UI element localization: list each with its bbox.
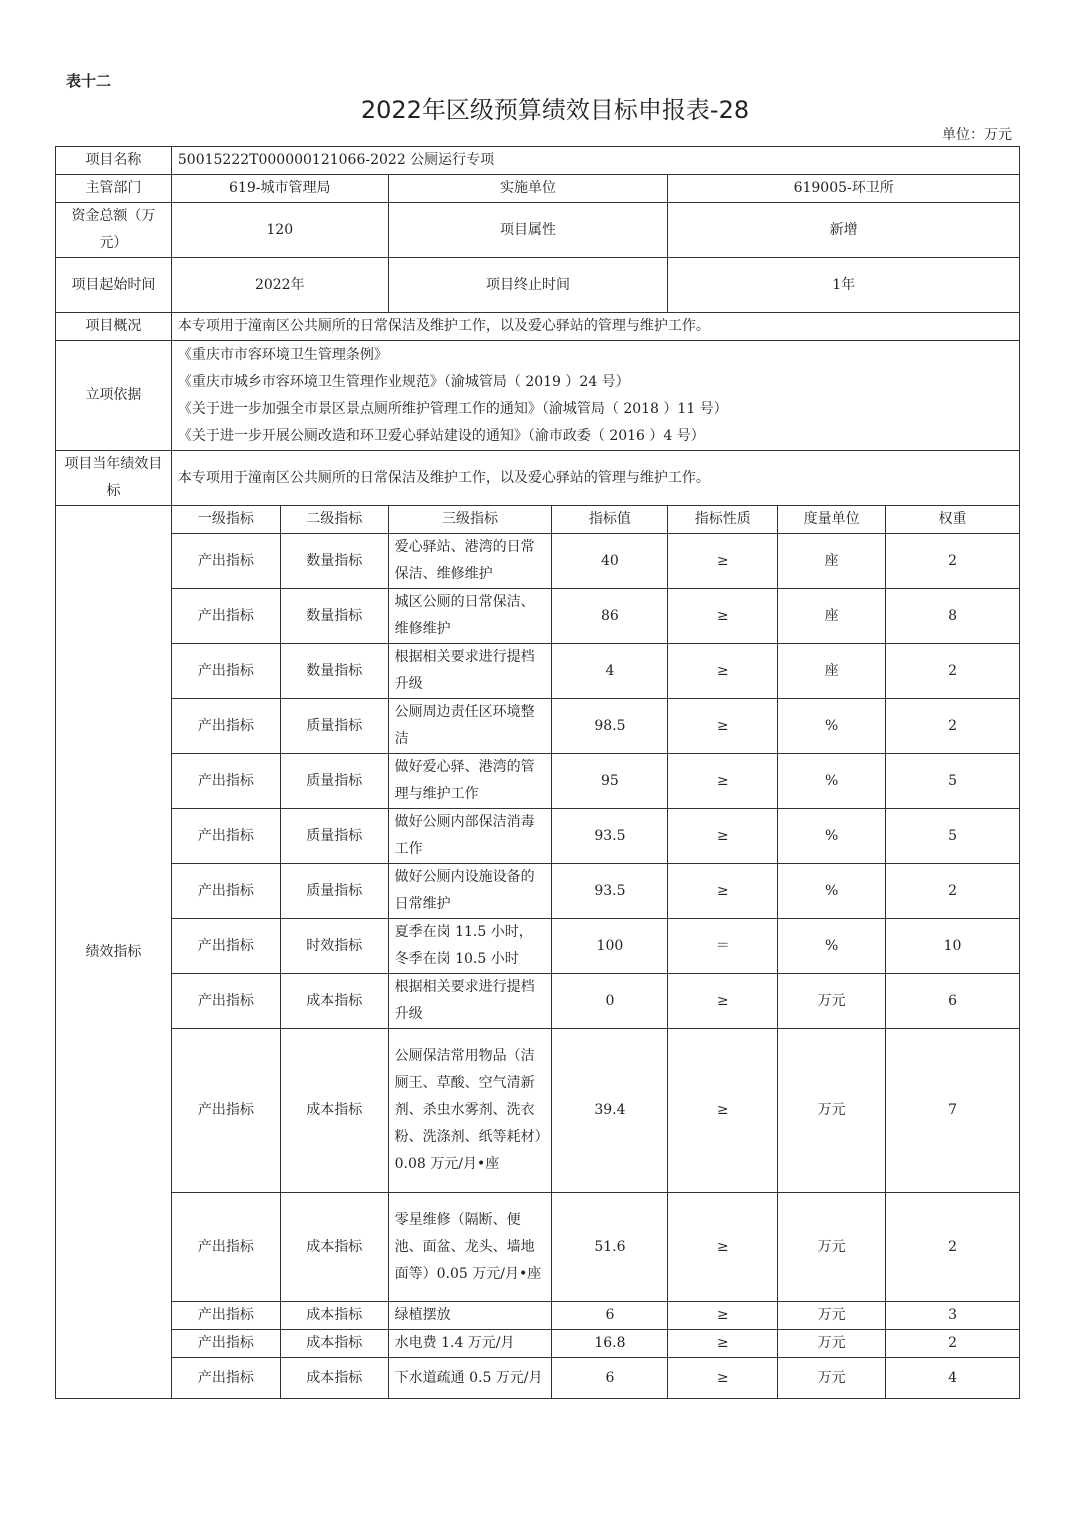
indicator-weight: 2 (886, 534, 1020, 589)
indicator-level1: 产出指标 (171, 699, 280, 754)
dept-value: 619-城市管理局 (171, 175, 388, 203)
document-title: 2022年区级预算绩效目标申报表-28 (360, 96, 750, 124)
basis-item: 《关于进一步开展公厕改造和环卫爱心驿站建设的通知》（渝市政委（ 2016 ）4 号） (177, 427, 705, 444)
indicator-unit: 万元 (778, 974, 886, 1029)
overview-label: 项目概况 (56, 313, 172, 341)
indicator-unit: 万元 (778, 1302, 886, 1330)
indicator-value: 98.5 (552, 699, 668, 754)
indicator-value: 6 (552, 1302, 668, 1330)
funds-value: 120 (171, 203, 388, 258)
indicator-value: 93.5 (552, 864, 668, 919)
indicator-weight: 3 (886, 1302, 1020, 1330)
indicator-weight: 4 (886, 1358, 1020, 1399)
indicator-level3: 城区公厕的日常保洁、维修维护 (388, 589, 552, 644)
indicator-unit: 座 (778, 589, 886, 644)
indicator-level2: 数量指标 (280, 534, 388, 589)
indicator-level1: 产出指标 (171, 1330, 280, 1358)
budget-performance-table (55, 146, 1020, 1399)
indicator-level1: 产出指标 (171, 864, 280, 919)
indicator-level3: 爱心驿站、港湾的日常保洁、维修维护 (388, 534, 552, 589)
indicator-value: 6 (552, 1358, 668, 1399)
indicator-level3: 下水道疏通 0.5 万元/月 (388, 1358, 552, 1399)
indicator-row (56, 864, 1020, 919)
goal-label: 项目当年绩效目标 (56, 451, 172, 506)
indicator-weight: 2 (886, 1193, 1020, 1302)
impl-value: 619005-环卫所 (668, 175, 1020, 203)
indicator-nature: ≥ (668, 1029, 778, 1193)
basis-label: 立项依据 (56, 341, 172, 451)
indicator-weight: 2 (886, 1330, 1020, 1358)
indicator-value: 16.8 (552, 1330, 668, 1358)
indicator-weight: 2 (886, 699, 1020, 754)
basis-list (171, 341, 1019, 451)
overview-value: 本专项用于潼南区公共厕所的日常保洁及维护工作，以及爱心驿站的管理与维护工作。 (171, 313, 1019, 341)
header-value: 指标值 (552, 506, 668, 534)
indicator-level1: 产出指标 (171, 1029, 280, 1193)
start-value: 2022年 (171, 258, 388, 313)
indicator-row (56, 754, 1020, 809)
indicator-level1: 产出指标 (171, 974, 280, 1029)
dept-label: 主管部门 (56, 175, 172, 203)
indicator-level1: 产出指标 (171, 644, 280, 699)
indicator-unit: % (778, 699, 886, 754)
indicator-weight: 8 (886, 589, 1020, 644)
attr-value: 新增 (668, 203, 1020, 258)
indicator-unit: 座 (778, 644, 886, 699)
indicator-value: 93.5 (552, 809, 668, 864)
indicator-nature: ≥ (668, 589, 778, 644)
indicator-level2: 质量指标 (280, 699, 388, 754)
indicator-level3: 零星维修（隔断、便池、面盆、龙头、墙地面等）0.05 万元/月•座 (388, 1193, 552, 1302)
row-dept (56, 175, 1020, 203)
indicator-level2: 质量指标 (280, 754, 388, 809)
end-label: 项目终止时间 (388, 258, 668, 313)
indicator-level1: 产出指标 (171, 754, 280, 809)
header-level1: 一级指标 (171, 506, 280, 534)
basis-item: 《关于进一步加强全市景区景点厕所维护管理工作的通知》（渝城管局（ 2018 ）11 号） (177, 400, 728, 417)
indicator-level2: 数量指标 (280, 589, 388, 644)
end-value: 1年 (668, 258, 1020, 313)
attr-label: 项目属性 (388, 203, 668, 258)
goal-value: 本专项用于潼南区公共厕所的日常保洁及维护工作，以及爱心驿站的管理与维护工作。 (171, 451, 1019, 506)
table-label: 表十二 (66, 72, 112, 90)
project-name-label: 项目名称 (56, 147, 172, 175)
row-overview (56, 313, 1020, 341)
indicator-nature: ≥ (668, 974, 778, 1029)
indicator-level2: 成本指标 (280, 1193, 388, 1302)
indicator-level2: 成本指标 (280, 1358, 388, 1399)
indicator-level3: 公厕保洁常用物品（洁厕王、草酸、空气清新剂、杀虫水雾剂、洗衣粉、洗涤剂、纸等耗材）0.08 万元/月•座 (388, 1029, 552, 1193)
indicator-row (56, 644, 1020, 699)
indicator-weight: 2 (886, 644, 1020, 699)
basis-item: 《重庆市城乡市容环境卫生管理作业规范》（渝城管局（ 2019 ）24 号） (177, 373, 630, 390)
indicator-row (56, 534, 1020, 589)
indicator-level2: 成本指标 (280, 1029, 388, 1193)
indicator-value: 4 (552, 644, 668, 699)
start-label: 项目起始时间 (56, 258, 172, 313)
indicator-unit: % (778, 864, 886, 919)
indicator-value: 0 (552, 974, 668, 1029)
indicator-level3: 做好爱心驿、港湾的管理与维护工作 (388, 754, 552, 809)
indicator-level1: 产出指标 (171, 919, 280, 974)
row-project-name (56, 147, 1020, 175)
indicator-level2: 数量指标 (280, 644, 388, 699)
row-time (56, 258, 1020, 313)
indicator-level2: 成本指标 (280, 974, 388, 1029)
indicator-level1: 产出指标 (171, 1302, 280, 1330)
indicator-row (56, 809, 1020, 864)
indicator-value: 39.4 (552, 1029, 668, 1193)
indicator-level2: 质量指标 (280, 864, 388, 919)
indicator-row (56, 589, 1020, 644)
indicator-level2: 质量指标 (280, 809, 388, 864)
row-funds (56, 203, 1020, 258)
impl-label: 实施单位 (388, 175, 668, 203)
indicator-value: 95 (552, 754, 668, 809)
indicator-nature: ≥ (668, 1358, 778, 1399)
indicator-level3: 根据相关要求进行提档升级 (388, 644, 552, 699)
indicator-unit: 万元 (778, 1029, 886, 1193)
indicator-unit: % (778, 754, 886, 809)
indicator-unit: 万元 (778, 1358, 886, 1399)
indicator-level3: 做好公厕内设施设备的日常维护 (388, 864, 552, 919)
indicator-level1: 产出指标 (171, 1358, 280, 1399)
indicator-unit: 座 (778, 534, 886, 589)
indicator-row (56, 1330, 1020, 1358)
indicator-weight: 5 (886, 809, 1020, 864)
indicator-nature: ≥ (668, 699, 778, 754)
funds-label: 资金总额（万元） (56, 203, 172, 258)
indicator-row (56, 1193, 1020, 1302)
indicator-level3: 根据相关要求进行提档升级 (388, 974, 552, 1029)
indicator-weight: 10 (886, 919, 1020, 974)
indicator-value: 100 (552, 919, 668, 974)
row-basis (56, 341, 1020, 451)
indicator-weight: 7 (886, 1029, 1020, 1193)
indicator-level2: 时效指标 (280, 919, 388, 974)
indicator-level1: 产出指标 (171, 809, 280, 864)
project-name-value: 50015222T000000121066-2022 公厕运行专项 (171, 147, 1019, 175)
indicator-nature: ≥ (668, 534, 778, 589)
indicator-level2: 成本指标 (280, 1330, 388, 1358)
indicators-section-label: 绩效指标 (56, 506, 172, 1399)
indicator-unit: % (778, 809, 886, 864)
indicator-value: 40 (552, 534, 668, 589)
indicator-level1: 产出指标 (171, 1193, 280, 1302)
indicator-level3: 公厕周边责任区环境整洁 (388, 699, 552, 754)
indicator-nature: ≥ (668, 809, 778, 864)
indicator-nature: ≥ (668, 644, 778, 699)
indicator-row (56, 699, 1020, 754)
indicator-nature: ≥ (668, 1302, 778, 1330)
indicator-weight: 6 (886, 974, 1020, 1029)
indicator-unit: 万元 (778, 1330, 886, 1358)
indicator-unit: 万元 (778, 1193, 886, 1302)
indicator-row (56, 919, 1020, 974)
indicator-row (56, 1358, 1020, 1399)
indicator-value: 86 (552, 589, 668, 644)
indicator-value: 51.6 (552, 1193, 668, 1302)
indicator-row (56, 1302, 1020, 1330)
indicator-weight: 2 (886, 864, 1020, 919)
indicator-unit: % (778, 919, 886, 974)
indicator-row (56, 1029, 1020, 1193)
header-level2: 二级指标 (280, 506, 388, 534)
indicator-nature: ≥ (668, 754, 778, 809)
indicator-level3: 做好公厕内部保洁消毒工作 (388, 809, 552, 864)
indicator-header-row (56, 506, 1020, 534)
indicator-level1: 产出指标 (171, 589, 280, 644)
indicator-level3: 绿植摆放 (388, 1302, 552, 1330)
indicator-level1: 产出指标 (171, 534, 280, 589)
indicator-nature: ＝ (668, 919, 778, 974)
basis-item: 《重庆市市容环境卫生管理条例》 (177, 346, 388, 363)
indicator-level2: 成本指标 (280, 1302, 388, 1330)
row-goal (56, 451, 1020, 506)
header-nature: 指标性质 (668, 506, 778, 534)
indicator-level3: 夏季在岗 11.5 小时，冬季在岗 10.5 小时 (388, 919, 552, 974)
indicator-level3: 水电费 1.4 万元/月 (388, 1330, 552, 1358)
unit-label: 单位：万元 (942, 127, 1012, 143)
header-level3: 三级指标 (388, 506, 552, 534)
indicator-row (56, 974, 1020, 1029)
indicator-nature: ≥ (668, 864, 778, 919)
indicator-nature: ≥ (668, 1330, 778, 1358)
header-weight: 权重 (886, 506, 1020, 534)
indicator-weight: 5 (886, 754, 1020, 809)
header-unit: 度量单位 (778, 506, 886, 534)
indicator-nature: ≥ (668, 1193, 778, 1302)
